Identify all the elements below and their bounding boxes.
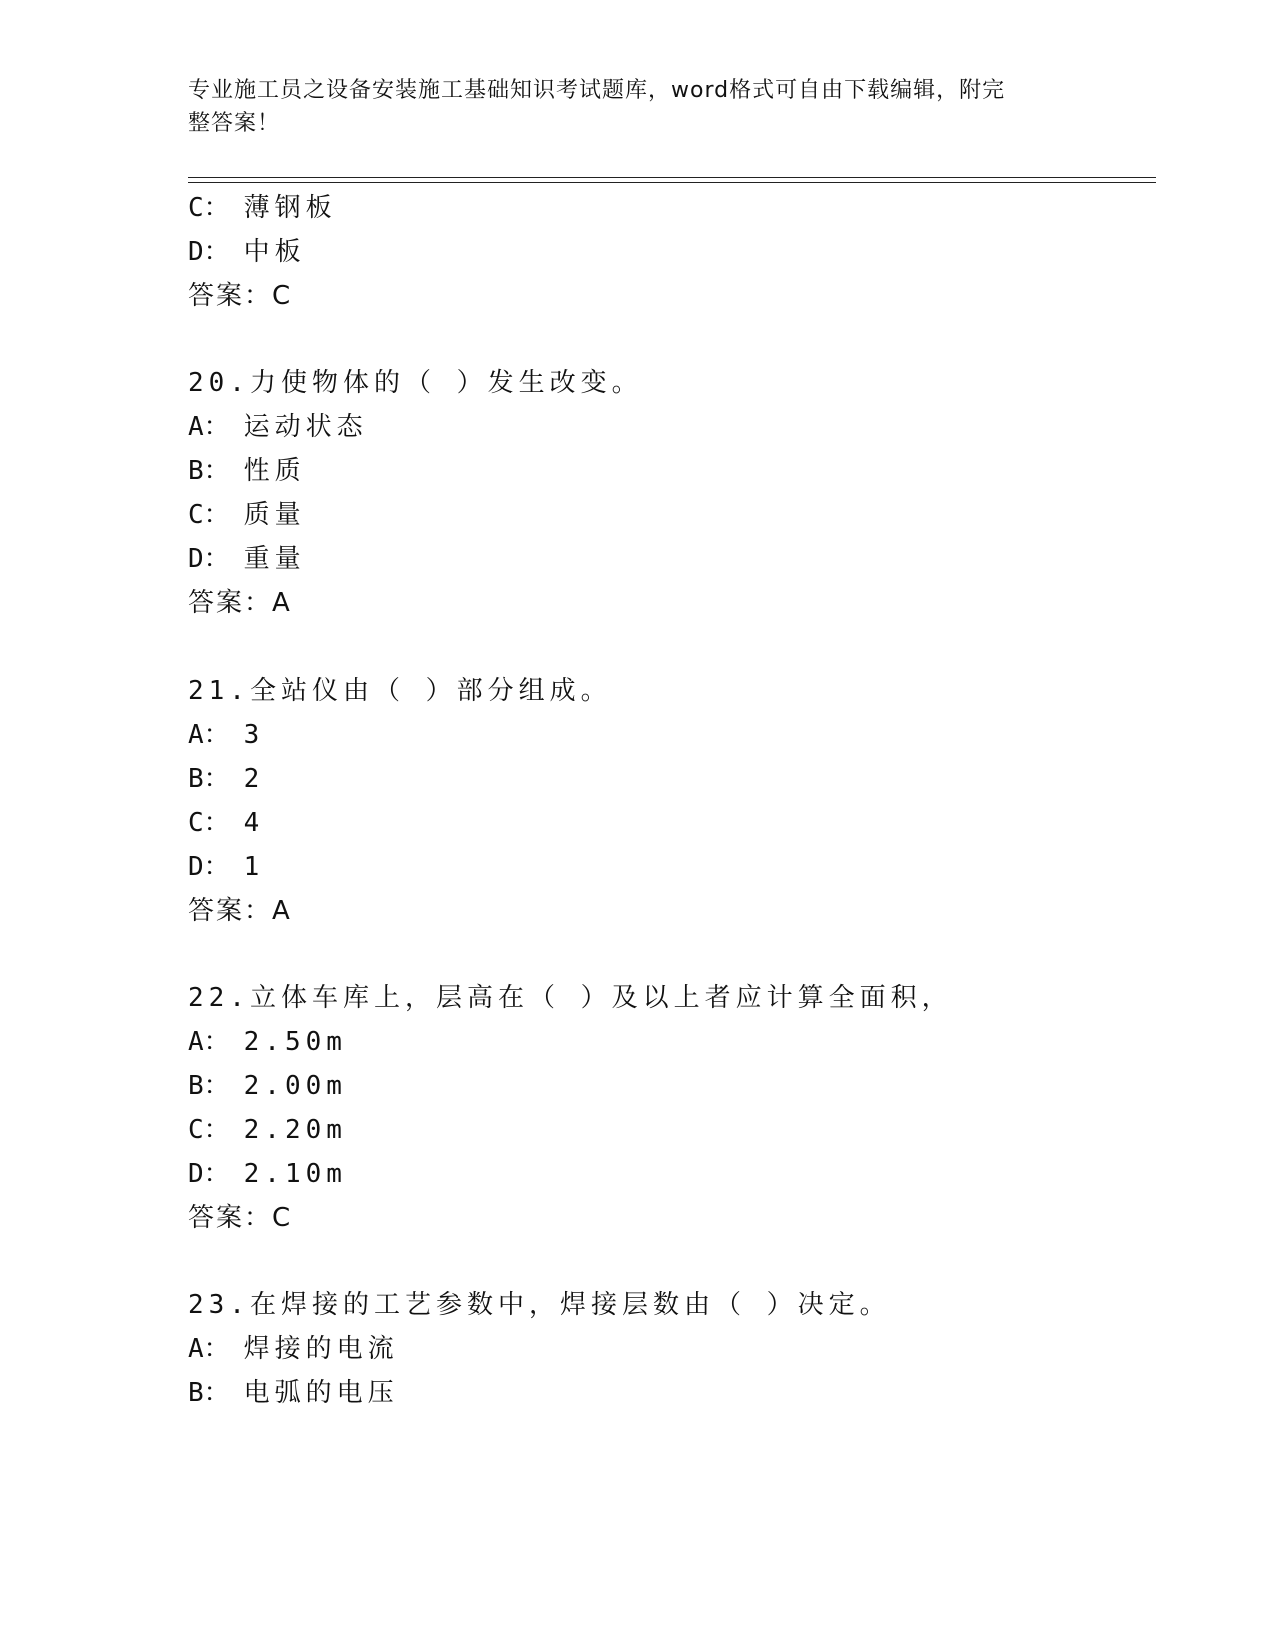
option-text: 性质 [243,456,306,486]
option-key: A： [188,1027,230,1057]
option-text: 2.20m [243,1115,347,1145]
option-key: A： [188,1334,230,1364]
option-key: B： [188,456,230,486]
option-d [188,237,306,267]
option-a [188,1027,347,1057]
header-rule-bottom [188,182,1156,183]
option-text: 中板 [243,237,306,267]
option-b [188,1071,347,1101]
document-header [188,74,1078,140]
option-text: 焊接的电流 [243,1334,399,1364]
option-c [188,808,264,838]
header-line-1: 专业施工员之设备安装施工基础知识考试题库，word格式可自由下载编辑，附完 [188,78,1006,103]
option-c [188,1115,347,1145]
option-a [188,1334,399,1364]
option-key: D： [188,544,230,574]
answer-line: 答案：A [188,588,292,618]
answer-line: 答案：A [188,896,292,926]
option-text: 2.10m [243,1159,347,1189]
option-text: 运动状态 [243,412,368,442]
option-text: 质量 [243,500,306,530]
option-text: 2.50m [243,1027,347,1057]
option-key: D： [188,1159,230,1189]
answer-line: 答案：C [188,281,293,311]
option-text: 4 [243,808,265,838]
answer-line: 答案：C [188,1203,293,1233]
option-b [188,1378,399,1408]
option-text: 重量 [243,544,306,574]
question-stem-20: 20.力使物体的（ ）发生改变。 [188,368,643,398]
option-a [188,720,264,750]
option-a [188,412,368,442]
option-key: C： [188,1115,230,1145]
option-key: C： [188,193,230,223]
option-key: B： [188,764,230,794]
header-rule-top [188,177,1156,178]
option-b [188,764,264,794]
header-line-2: 整答案！ [188,111,281,136]
option-b [188,456,306,486]
option-key: D： [188,237,230,267]
option-key: D： [188,852,230,882]
option-key: A： [188,720,230,750]
option-key: A： [188,412,230,442]
option-text: 2 [243,764,265,794]
option-c [188,500,306,530]
option-text: 3 [243,720,265,750]
option-key: C： [188,808,230,838]
option-c [188,193,337,223]
option-text: 电弧的电压 [243,1378,399,1408]
option-text: 薄钢板 [243,193,337,223]
option-d [188,544,306,574]
question-stem-22: 22.立体车库上，层高在（ ）及以上者应计算全面积， [188,983,953,1013]
option-key: C： [188,500,230,530]
option-key: B： [188,1071,230,1101]
question-stem-23: 23.在焊接的工艺参数中，焊接层数由（ ）决定。 [188,1290,891,1320]
option-text: 2.00m [243,1071,347,1101]
option-key: B： [188,1378,230,1408]
question-stem-21: 21.全站仪由（ ）部分组成。 [188,676,612,706]
option-d [188,1159,347,1189]
option-d [188,852,264,882]
option-text: 1 [243,852,265,882]
